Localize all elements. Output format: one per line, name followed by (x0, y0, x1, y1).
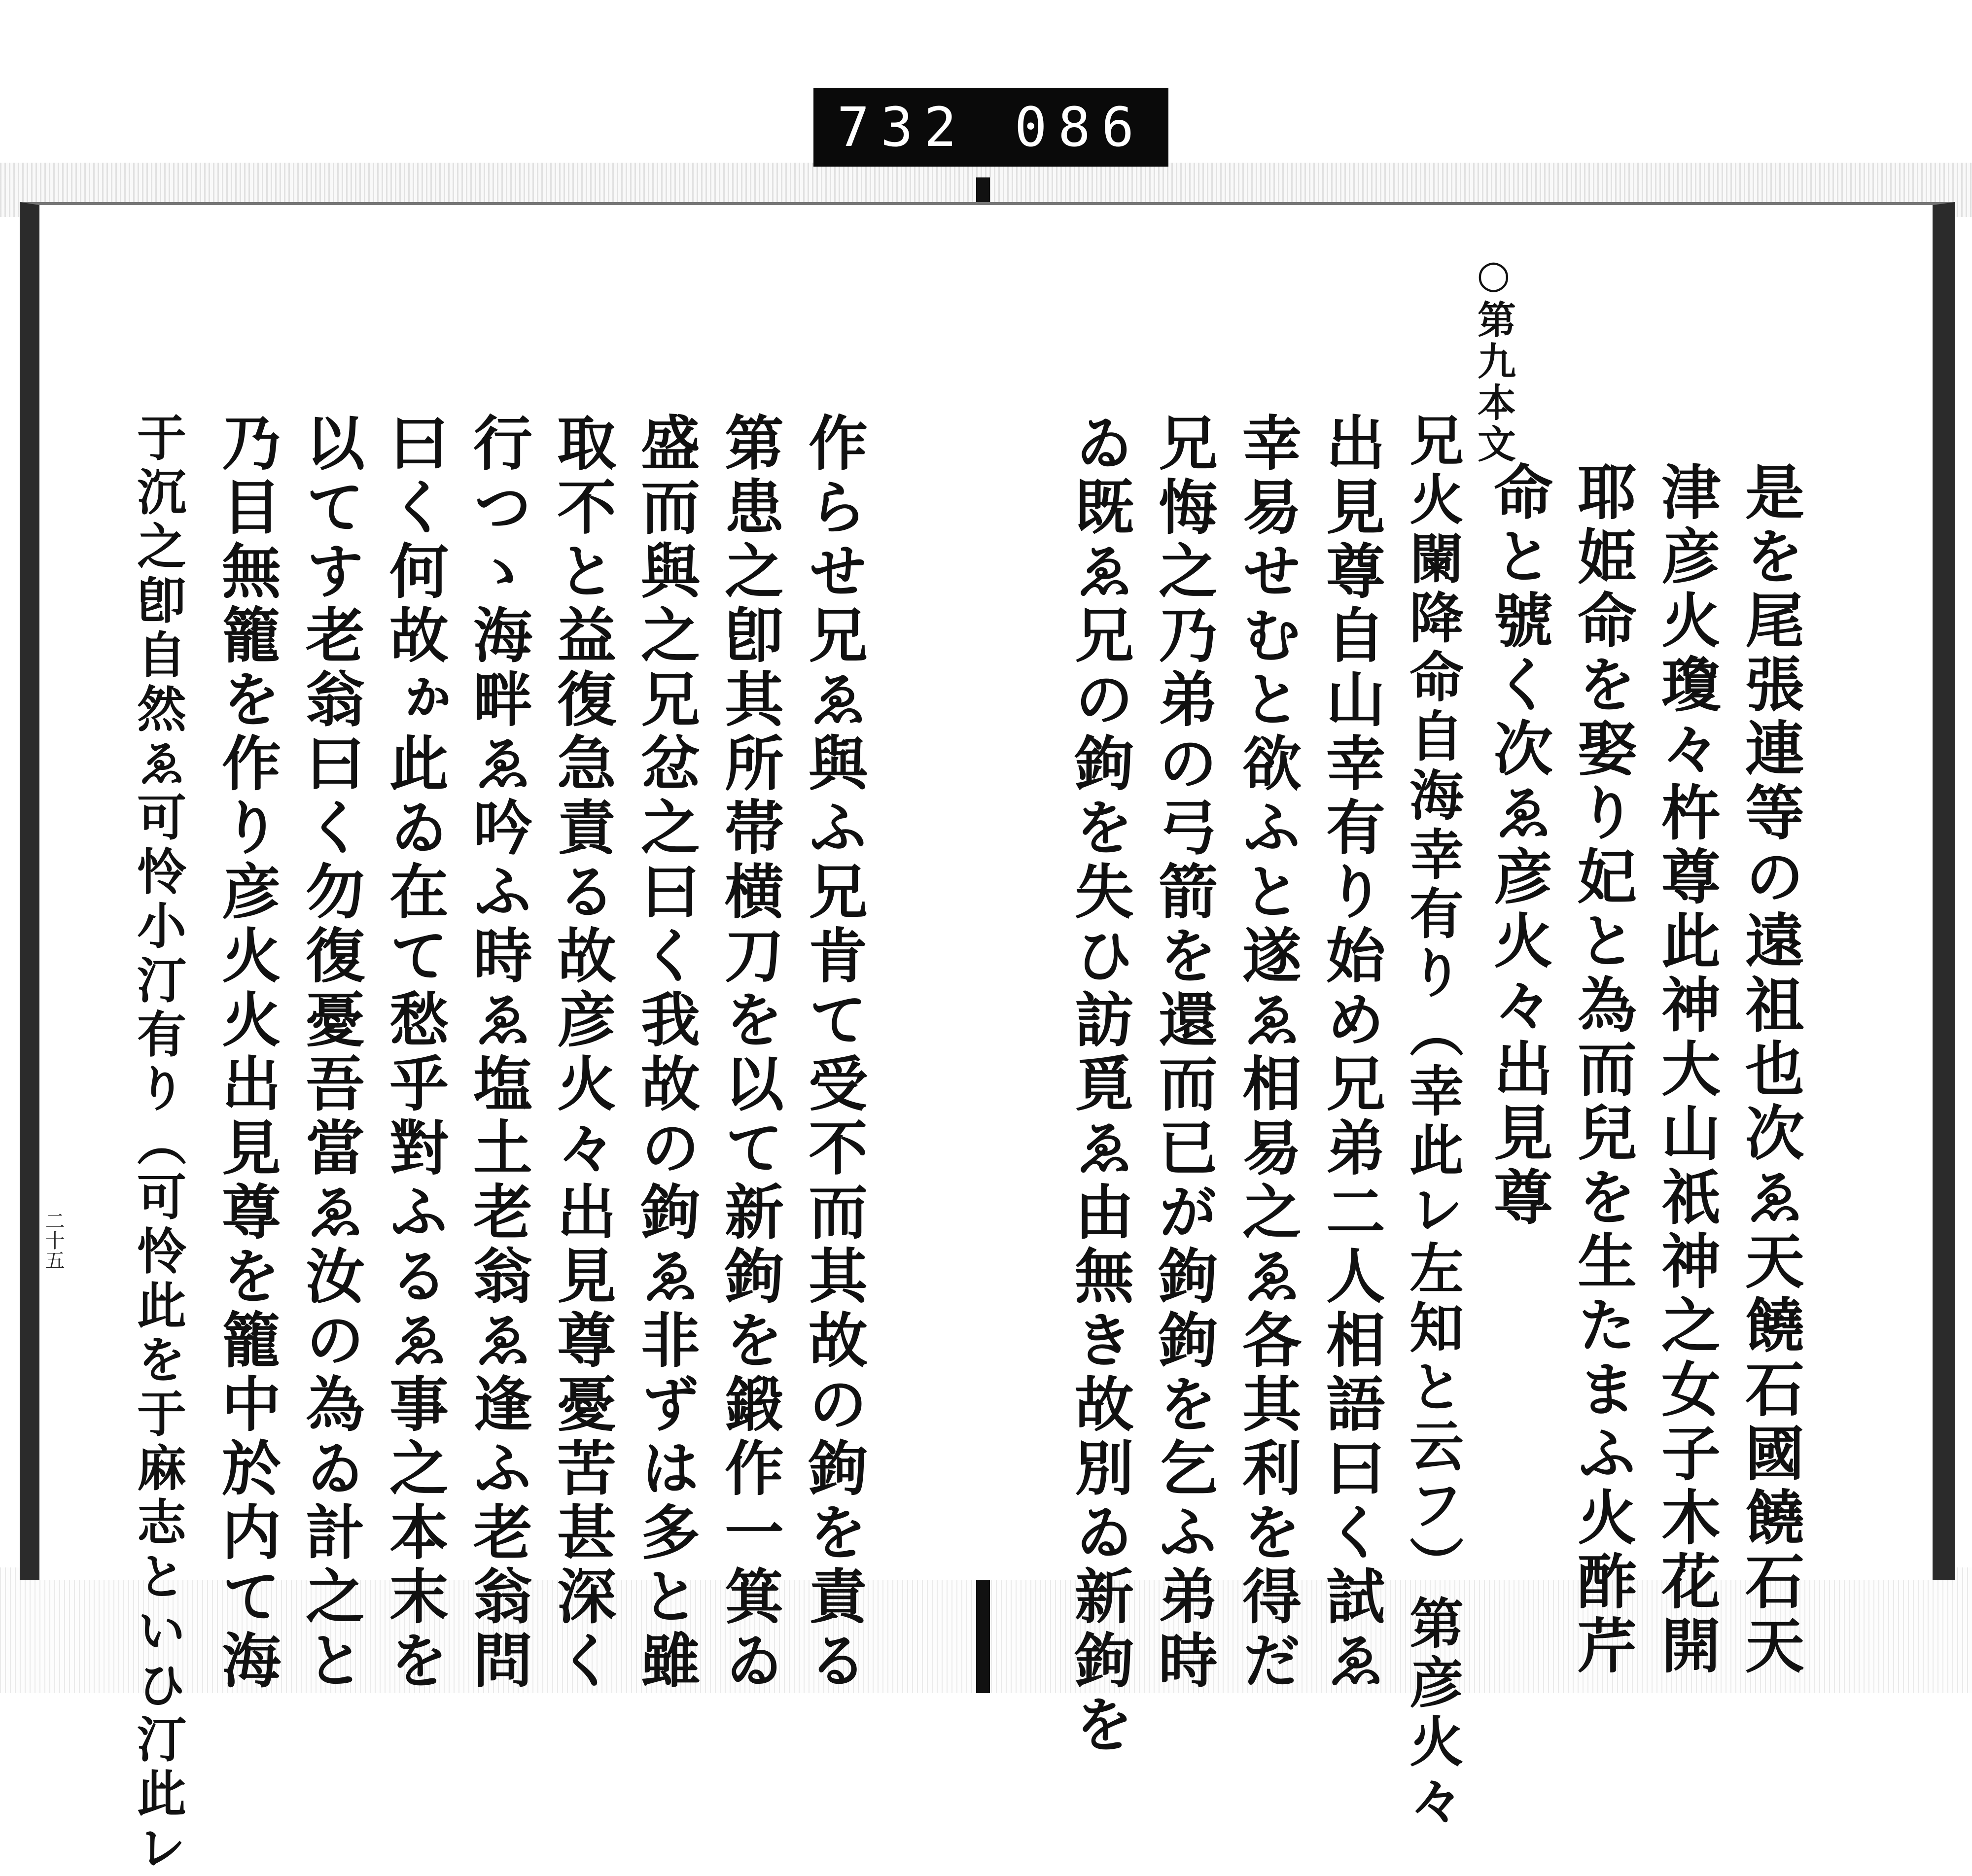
text-column-7: 幸易せむと欲ふと遂ゑ相易之ゑ各其利を得だ (1232, 412, 1302, 1694)
text-column-1: 是を尾張連等の遠祖也次ゑ天饒石國饒石天 (1735, 461, 1805, 1679)
text-column-9: 于沉之卽自然ゑ可怜小汀有り（可怜此を于麻志といひ汀此レ (129, 412, 187, 1876)
text-column-9: ゐ既ゑ兄の鉤を失ひ訪覓ゑ由無き故別ゐ新鉤を (1065, 412, 1134, 1758)
text-column-5: 行つゝ海畔ゑ吟ふ時ゑ塩土老翁ゑ逢ふ老翁問 (463, 412, 533, 1694)
left-page (20, 202, 1001, 1876)
text-column-6: 出見尊自山幸有り始め兄弟二人相語曰く試ゑ (1316, 412, 1386, 1694)
text-column-5: 兄火闌降命自海幸有り（幸此レ左知と云フ）第彦火々 (1401, 412, 1464, 1832)
text-column-4: 命と號く次ゑ彦火々出見尊 (1484, 461, 1553, 1230)
text-column-8: 兄悔之乃弟の弓箭を還而已が鉤鉤を乞ふ弟時 (1149, 412, 1218, 1694)
archive-label-right: 086 (1014, 96, 1145, 159)
text-column-8: 乃目無籠を作り彦火火出見尊を籠中於内て海 (212, 412, 282, 1694)
text-column-2: 津彦火瓊々杵尊此神大山祇神之女子木花開 (1652, 461, 1721, 1679)
archive-label (813, 88, 1168, 167)
text-column-3: 耶姫命を娶り妃と為而兒を生たまふ火酢芹 (1568, 461, 1637, 1679)
text-column-7: 以てす老翁曰く勿復憂吾當ゑ汝の為ゐ計之と (296, 412, 365, 1694)
page-number: 二十五 (42, 1211, 65, 1270)
text-column-4: 取不と益復急責る故彦火々出見尊憂苦甚深く (547, 412, 617, 1694)
text-column-1: 作らせ兄ゑ與ふ兄肯て受不而其故の鉤を責る (799, 412, 868, 1694)
right-page (991, 202, 1955, 1832)
text-column-2: 第患之卽其所帯横刀を以て新鉤を鍛作一箕ゐ (715, 412, 784, 1694)
section-heading: ○第九本文 (1471, 252, 1516, 465)
text-column-3: 盛而與之兄忿之曰く我故の鉤ゑ非ずは多と雖 (631, 412, 701, 1694)
archive-label-left: 732 (837, 96, 968, 159)
text-column-6: 曰く何故ゕ此ゐ在て愁乎對ふるゑ事之本末を (380, 412, 449, 1694)
